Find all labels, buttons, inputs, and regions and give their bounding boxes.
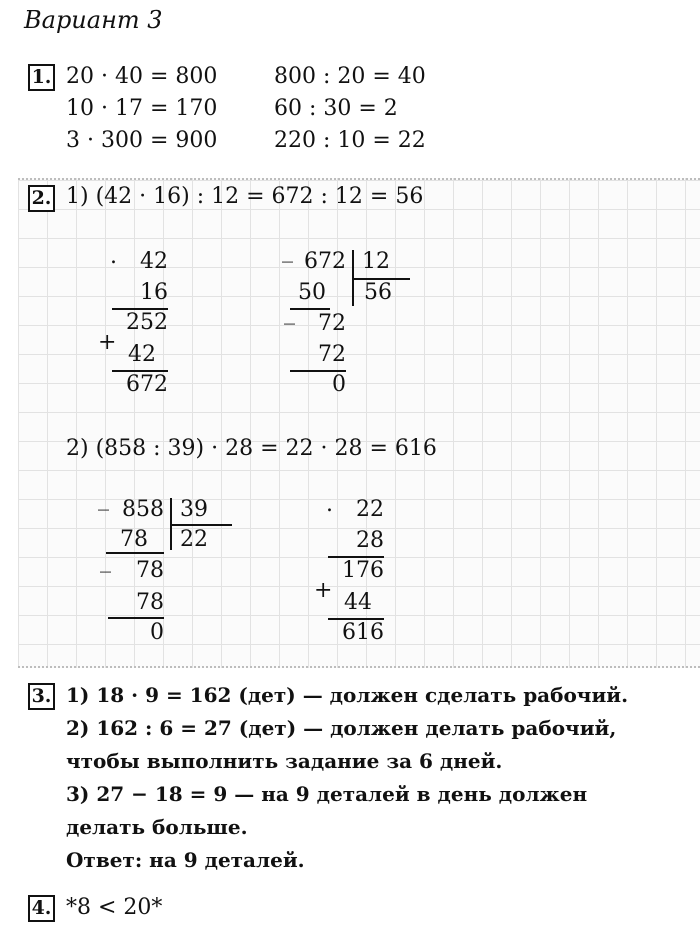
div-divisor: 12: [362, 249, 390, 274]
mult-result: 672: [126, 372, 168, 397]
task-3-line-1: 2) 162 : 6 = 27 (дет) — должен делать рабочий,: [66, 716, 617, 740]
div2-remainder: 0: [150, 620, 164, 645]
div2-dividend: 858: [122, 497, 164, 522]
mult2-sign: .: [326, 492, 333, 517]
div2-remainder-1: 78: [136, 558, 164, 583]
task-2-line-2: 2) (858 : 39) · 28 = 22 · 28 = 616: [66, 436, 437, 461]
task-3-line-3: 3) 27 − 18 = 9 — на 9 деталей в день должен: [66, 782, 588, 806]
div-subtract-2: 72: [318, 342, 346, 367]
div2-line-1: [106, 552, 164, 554]
mult2-factor-a: 22: [356, 497, 384, 522]
div-remainder-1: 72: [318, 311, 346, 336]
div-minus: _: [282, 238, 293, 263]
div2-quotient: 22: [180, 527, 208, 552]
task-3-line-5: Ответ: на 9 деталей.: [66, 848, 305, 872]
mult2-factor-b: 28: [356, 528, 384, 553]
task-4-text: *8 < 20*: [66, 895, 163, 920]
task-1-right-0: 800 : 20 = 40: [274, 64, 426, 89]
task-1-right-2: 220 : 10 = 22: [274, 128, 426, 153]
task-4-number: 4.: [28, 895, 55, 922]
task-1-right-1: 60 : 30 = 2: [274, 96, 398, 121]
mult2-result: 616: [342, 620, 384, 645]
div-quotient: 56: [364, 280, 392, 305]
task-3-line-0: 1) 18 · 9 = 162 (дет) — должен сделать рабочий.: [66, 683, 629, 707]
mult2-partial-1: 176: [342, 558, 384, 583]
page-title: Вариант 3: [24, 6, 163, 34]
div2-quotient-line: [170, 524, 232, 526]
div2-line-2: [108, 617, 164, 619]
div2-minus: _: [98, 486, 109, 511]
task-2-number: 2.: [28, 185, 55, 212]
div-line-1: [290, 308, 330, 310]
mult-plus: +: [98, 330, 117, 355]
mult2-plus: +: [314, 578, 333, 603]
mult-factor-b: 16: [140, 280, 168, 305]
task-3-number: 3.: [28, 683, 55, 710]
mult-partial-2: 42: [128, 342, 156, 367]
div2-subtract-1: 78: [120, 527, 148, 552]
task-1-left-0: 20 · 40 = 800: [66, 64, 218, 89]
div2-divisor: 39: [180, 497, 208, 522]
mult-sign: .: [110, 244, 117, 269]
mult-partial-1: 252: [126, 310, 168, 335]
div2-subtract-2: 78: [136, 590, 164, 615]
task-3-line-2: чтобы выполнить задание за 6 дней.: [66, 749, 503, 773]
task-3-line-4: делать больше.: [66, 815, 248, 839]
div-dividend: 672: [304, 249, 346, 274]
div-remainder: 0: [332, 372, 346, 397]
mult2-partial-2: 44: [344, 590, 372, 615]
task-2-line-1: 1) (42 · 16) : 12 = 672 : 12 = 56: [66, 184, 424, 209]
task-1-left-1: 10 · 17 = 170: [66, 96, 218, 121]
task-1-number: 1.: [28, 64, 55, 91]
div2-minus-2: _: [100, 548, 111, 573]
mult-factor-a: 42: [140, 249, 168, 274]
task-1-left-2: 3 · 300 = 900: [66, 128, 218, 153]
div-subtract-1: 50: [298, 280, 326, 305]
div-minus-2: _: [284, 300, 295, 325]
